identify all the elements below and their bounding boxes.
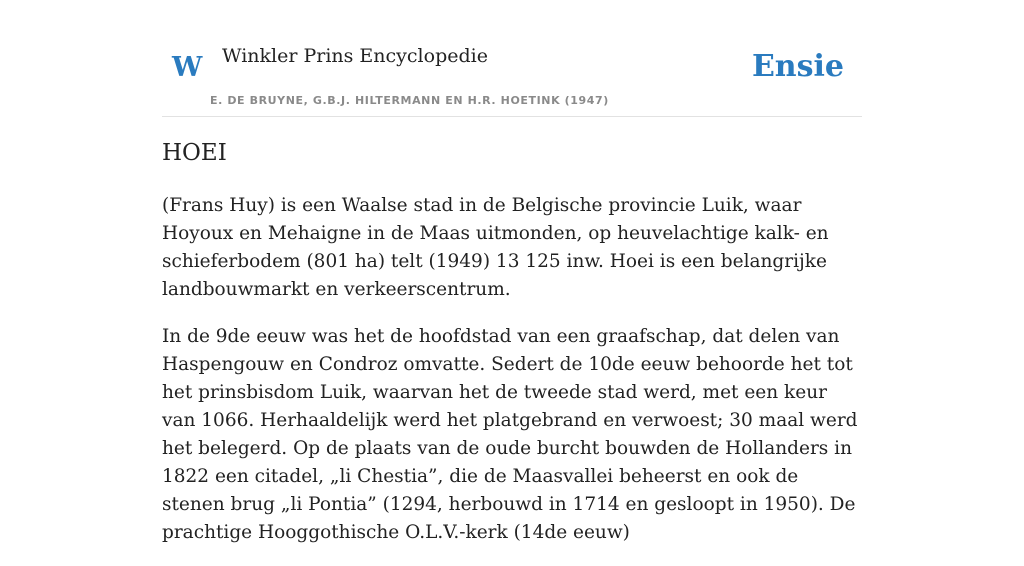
site-header bbox=[162, 0, 862, 117]
article-paragraph: (Frans Huy) is een Waalse stad in de Belgische provincie Luik, waar Hoyoux en Mehaigne in de Maas uitmonden, op heuvelachtige kalk- en schieferbodem (801 ha) telt (1949) 13 125 inw. Hoei is een belangrijke landbouwmarkt en verkeerscentrum. bbox=[162, 195, 829, 300]
brand-logo[interactable]: Ensie bbox=[751, 49, 844, 84]
publication-authors: E. DE BRUYNE, G.B.J. HILTERMANN EN H.R. HOETINK (1947) bbox=[210, 94, 609, 107]
article-body bbox=[162, 192, 862, 566]
publication-title[interactable]: Winkler Prins Encyclopedie bbox=[222, 45, 488, 67]
entry-title: HOEI bbox=[162, 140, 227, 166]
publication-logo[interactable]: W bbox=[172, 52, 203, 83]
article-paragraph: In de 9de eeuw was het de hoofdstad van een graafschap, dat delen van Haspengouw en Condroz omvatte. Sedert de 10de eeuw behoorde het tot het prinsbisdom Luik, waarvan het de tweede stad werd, met een keur van 1066. Herhaaldelijk werd het platgebrand en verwoest; 30 maal werd het belegerd. Op de plaats van de oude burcht bouwden de Hollanders in 1822 een citadel, „li Chestia”, die de Maasvallei beheerst en ook de stenen brug „li Pontia” (1294, herbouwd in 1714 en gesloopt in 1950). De prachtige Hooggothische O.L.V.-kerk (14de eeuw) bbox=[162, 326, 858, 543]
